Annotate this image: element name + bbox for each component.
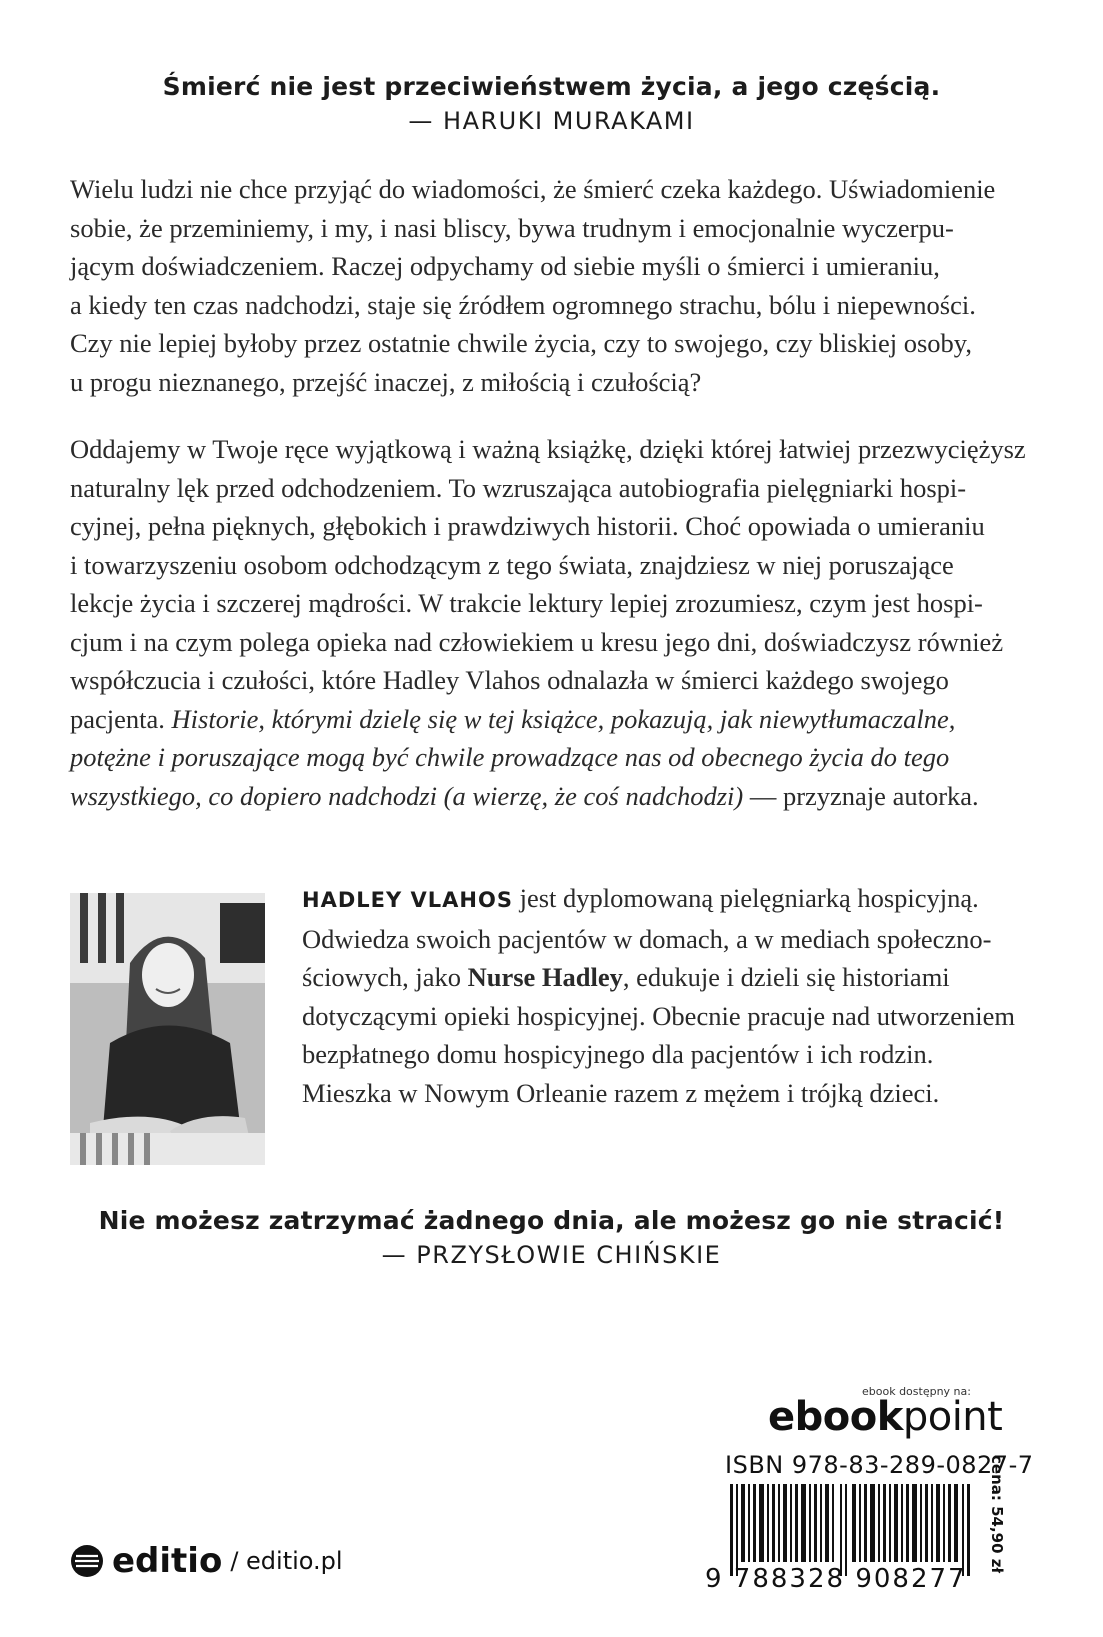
barcode-digits: 9 788328 908277	[705, 1564, 967, 1594]
paragraph-line: Czy nie lepiej byłoby przez ostatnie chwile życia, czy to swojego, czy bliskiej osoby,	[70, 328, 972, 358]
price-label: cena: 54,90 zł	[988, 1455, 1006, 1574]
bio-text: ściowych, jako	[302, 962, 468, 992]
paragraph-line: jącym doświadczeniem. Raczej odpychamy od siebie myśli o śmierci i umieraniu,	[70, 251, 940, 281]
bio-line: Odwiedza swoich pacjentów w domach, a w mediach społeczno-	[302, 923, 992, 954]
author-quote-italic: Historie, którymi dzielę się w tej książce, pokazują, jak niewytłumaczalne,	[171, 703, 956, 734]
top-quote-author: — HARUKI MURAKAMI	[408, 107, 695, 135]
paragraph-line	[70, 777, 1035, 816]
bio-text: , edukuje i dzieli się historiami	[622, 962, 950, 992]
bio-line: Mieszka w Nowym Orleanie razem z mężem i trójką dzieci.	[302, 1077, 940, 1108]
isbn-number: ISBN 978-83-289-0827-7	[725, 1451, 1034, 1479]
price-label-wrapper	[988, 1455, 1008, 1585]
author-photo	[70, 893, 265, 1165]
paragraph-text: — przyznaje autorka.	[743, 780, 979, 811]
paragraph-line: sobie, że przeminiemy, i my, i nasi bliscy, bywa trudnym i emocjonalnie wyczerpu-	[70, 212, 954, 243]
author-name: HADLEY VLAHOS	[302, 888, 513, 912]
description-paragraph-1	[70, 170, 1035, 401]
paragraph-line: Oddajemy w Twoje ręce wyjątkową i ważną książkę, dzięki której łatwiej przezwyciężysz	[70, 434, 1026, 464]
author-handle: Nurse Hadley	[467, 962, 623, 992]
paragraph-line: współczucia i czułości, które Hadley Vlahos odnalazła w śmierci każdego swojego	[70, 665, 949, 695]
publisher-logo	[70, 1541, 343, 1581]
paragraph-line: u progu nieznanego, przejść inaczej, z miłością i czułością?	[70, 366, 702, 397]
paragraph-line	[70, 738, 1035, 777]
ebookpoint-logo	[768, 1394, 1002, 1440]
paragraph-line: i towarzyszeniu osobom odchodzącym z tego świata, znajdziesz w niej poruszające	[70, 549, 954, 580]
bio-line	[302, 879, 1062, 920]
top-quote	[0, 72, 1103, 135]
paragraph-line	[70, 700, 1035, 739]
top-quote-text: Śmierć nie jest przeciwieństwem życia, a jego częścią.	[162, 72, 941, 101]
paragraph-text: pacjenta.	[70, 703, 165, 734]
editio-logo-icon	[70, 1544, 104, 1578]
author-quote-italic: wszystkiego, co dopiero nadchodzi (a wierzę, że coś nadchodzi)	[70, 780, 744, 811]
publisher-name: editio	[112, 1541, 223, 1581]
author-bio	[302, 879, 1062, 1112]
ebookpoint-logo-rest: point	[902, 1394, 1003, 1440]
bottom-quote-text: Nie możesz zatrzymać żadnego dnia, ale możesz go nie stracić!	[98, 1206, 1005, 1235]
paragraph-line: cjum i na czym polega opieka nad człowiekiem u kresu jego dni, doświadczysz również	[70, 626, 1004, 657]
author-quote-italic: potężne i poruszające mogą być chwile prowadzące nas od obecnego życia do tego	[70, 742, 950, 772]
paragraph-line: cyjnej, pełna pięknych, głębokich i prawdziwych historii. Choć opowiada o umieraniu	[70, 511, 985, 541]
bio-line: bezpłatnego domu hospicyjnego dla pacjentów i ich rodzin.	[302, 1039, 934, 1069]
bottom-quote	[0, 1206, 1103, 1269]
description-paragraph-2	[70, 430, 1035, 815]
bio-line	[302, 958, 1062, 997]
bio-text: jest dyplomowaną pielęgniarką hospicyjną.	[512, 883, 979, 913]
paragraph-line: lekcje życia i szczerej mądrości. W trakcie lektury lepiej zrozumiesz, czym jest hospi-	[70, 588, 983, 618]
barcode	[730, 1484, 980, 1576]
publisher-url: / editio.pl	[230, 1547, 343, 1575]
ebookpoint-logo-bold: ebook	[768, 1394, 903, 1440]
bio-line: dotyczącymi opieki hospicyjnej. Obecnie pracuje nad utworzeniem	[302, 1000, 1016, 1031]
paragraph-line: Wielu ludzi nie chce przyjąć do wiadomości, że śmierć czeka każdego. Uświadomienie	[70, 174, 996, 204]
paragraph-line: a kiedy ten czas nadchodzi, staje się źródłem ogromnego strachu, bólu i niepewności.	[70, 289, 976, 320]
ebook-available-label: ebook dostępny na:	[862, 1385, 971, 1398]
bottom-quote-author: — PRZYSŁOWIE CHIŃSKIE	[381, 1241, 722, 1269]
paragraph-line: naturalny lęk przed odchodzeniem. To wzruszająca autobiografia pielęgniarki hospi-	[70, 472, 967, 503]
